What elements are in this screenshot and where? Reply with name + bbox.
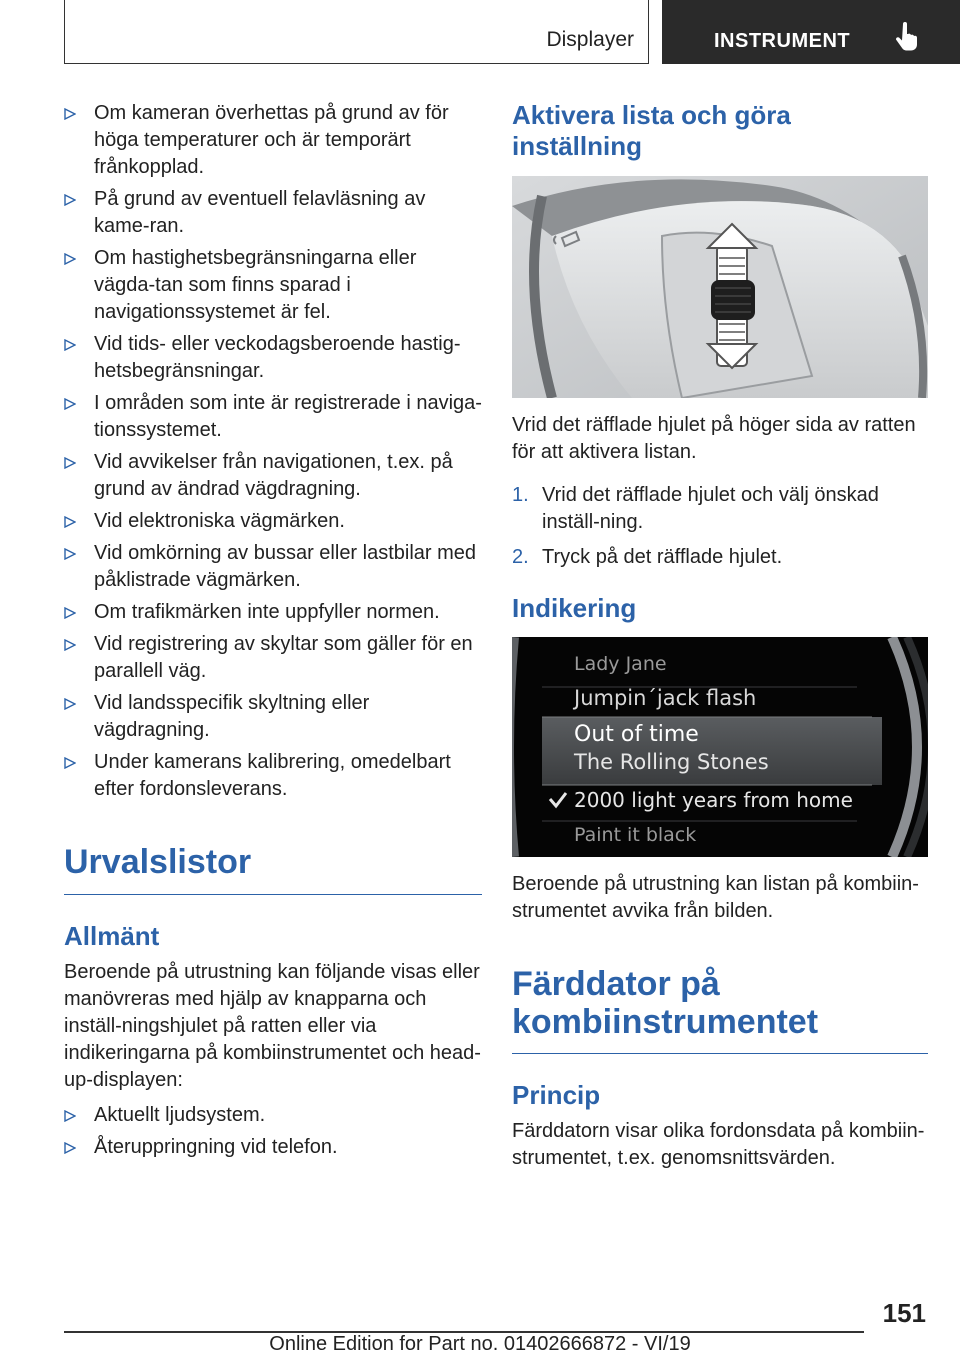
list-item [64,100,482,181]
subsection-title-allmant: Allmänt [64,921,160,951]
list-item-text: Aktuellt ljudsystem. [94,1104,266,1126]
list-item [64,1134,482,1161]
list-item [64,449,482,503]
list-item-text: Vid tids- eller veckodagsberoende hastig‐hetsbegränsningar. [94,333,461,382]
list-item-text: På grund av eventuell felavläsning av kame‐ran. [94,188,426,237]
list-item [64,331,482,385]
list-item [64,1102,482,1129]
steering-wheel-control-image [512,176,928,398]
header-chapter-label: INSTRUMENT [714,30,851,52]
left-column [64,100,482,1166]
list-item-text: Vid landsspecifik skyltning eller vägdragning. [94,692,370,741]
footer-edition-text: Online Edition for Part no. 01402666872 - VI/19 [269,1333,691,1355]
bullet-triangle-icon [64,757,76,769]
pointing-hand-icon [894,22,920,52]
figure-caption-display: Beroende på utrustning kan listan på kombiin‐strumentet avvika från bilden. [512,873,919,922]
bullet-triangle-icon [64,457,76,469]
header-chapter-tab [662,0,960,64]
subsection-title-aktivera: Aktivera lista och göra inställning [512,100,791,161]
bullet-triangle-icon [64,339,76,351]
display-list-item: 2000 light years from home [574,788,853,812]
display-list-item: Out of time [574,722,699,747]
bullet-triangle-icon [64,194,76,206]
step-text: Tryck på det räfflade hjulet. [542,546,783,568]
bullet-triangle-icon [64,253,76,265]
display-list-item: Paint it black [574,824,697,846]
step-item [512,482,928,536]
list-item-text: Vid omkörning av bussar eller lastbilar med påklistrade vägmärken. [94,542,477,591]
intro-paragraph: Beroende på utrustning kan följande visas eller manövreras med hjälp av knapparna och inställ‐ningshjulet på ratten eller via indikeringarna på kombiinstrumentet och head-up-displayen: [64,961,481,1091]
list-item [64,508,482,535]
bullet-triangle-icon [64,1142,76,1154]
bullet-triangle-icon [64,108,76,120]
bullet-triangle-icon [64,607,76,619]
list-item-text: Återuppringning vid telefon. [94,1136,338,1158]
display-list-item: Lady Jane [574,653,667,675]
subsection-title-indikering: Indikering [512,593,637,623]
step-number: 2. [512,546,529,568]
instrument-display-list-image [512,637,928,857]
step-number: 1. [512,484,529,506]
list-item [64,245,482,326]
page-number: 151 [882,1298,926,1328]
list-item-text: Vid registrering av skyltar som gäller för en parallell väg. [94,633,473,682]
list-item [64,540,482,594]
bullet-triangle-icon [64,698,76,710]
display-list-item: Jumpin´jack flash [574,686,757,710]
list-item-text: Vid avvikelser från navigationen, t.ex. på grund av ändrad vägdragning. [94,451,453,500]
list-item-text: Under kamerans kalibrering, omedelbart efter fordonsleverans. [94,751,451,800]
right-column [512,100,928,1172]
princip-paragraph: Färddatorn visar olika fordonsdata på kombiin‐strumentet, t.ex. genomsnittsvärden. [512,1120,925,1169]
list-item-text: Om trafikmärken inte uppfyller normen. [94,601,440,623]
list-item-text: Om hastighetsbegränsningarna eller vägda‐tan som finns sparad i navigationssystemet är fel. [94,247,417,323]
bullet-triangle-icon [64,639,76,651]
bullet-triangle-icon [64,398,76,410]
list-item [64,631,482,685]
bullet-triangle-icon [64,516,76,528]
display-list-item: The Rolling Stones [574,750,769,774]
step-list [512,482,928,571]
functions-list [64,1102,482,1161]
figure-caption-wheel: Vrid det räfflade hjulet på höger sida av ratten för att aktivera listan. [512,414,916,463]
list-item [64,390,482,444]
section-title-farddator: Färddator på kombiinstrumentet [512,965,928,1054]
bullet-triangle-icon [64,1110,76,1122]
section-title-urvalslistor: Urvalslistor [64,842,482,895]
list-item-text: Vid elektroniska vägmärken. [94,510,345,532]
list-item [64,749,482,803]
condition-list [64,100,482,803]
header-frame [64,0,649,64]
list-item-text: Om kameran överhettas på grund av för höga temperaturer och är temporärt frånkopplad. [94,102,449,178]
list-item [64,599,482,626]
step-item [512,544,928,571]
step-text: Vrid det räfflade hjulet och välj önskad inställ‐ning. [542,484,879,533]
subsection-title-princip: Princip [512,1080,601,1110]
bullet-triangle-icon [64,548,76,560]
list-item-text: I områden som inte är registrerade i naviga‐tionssystemet. [94,392,482,441]
list-item [64,186,482,240]
list-item [64,690,482,744]
header-section-label: Displayer [546,28,634,51]
